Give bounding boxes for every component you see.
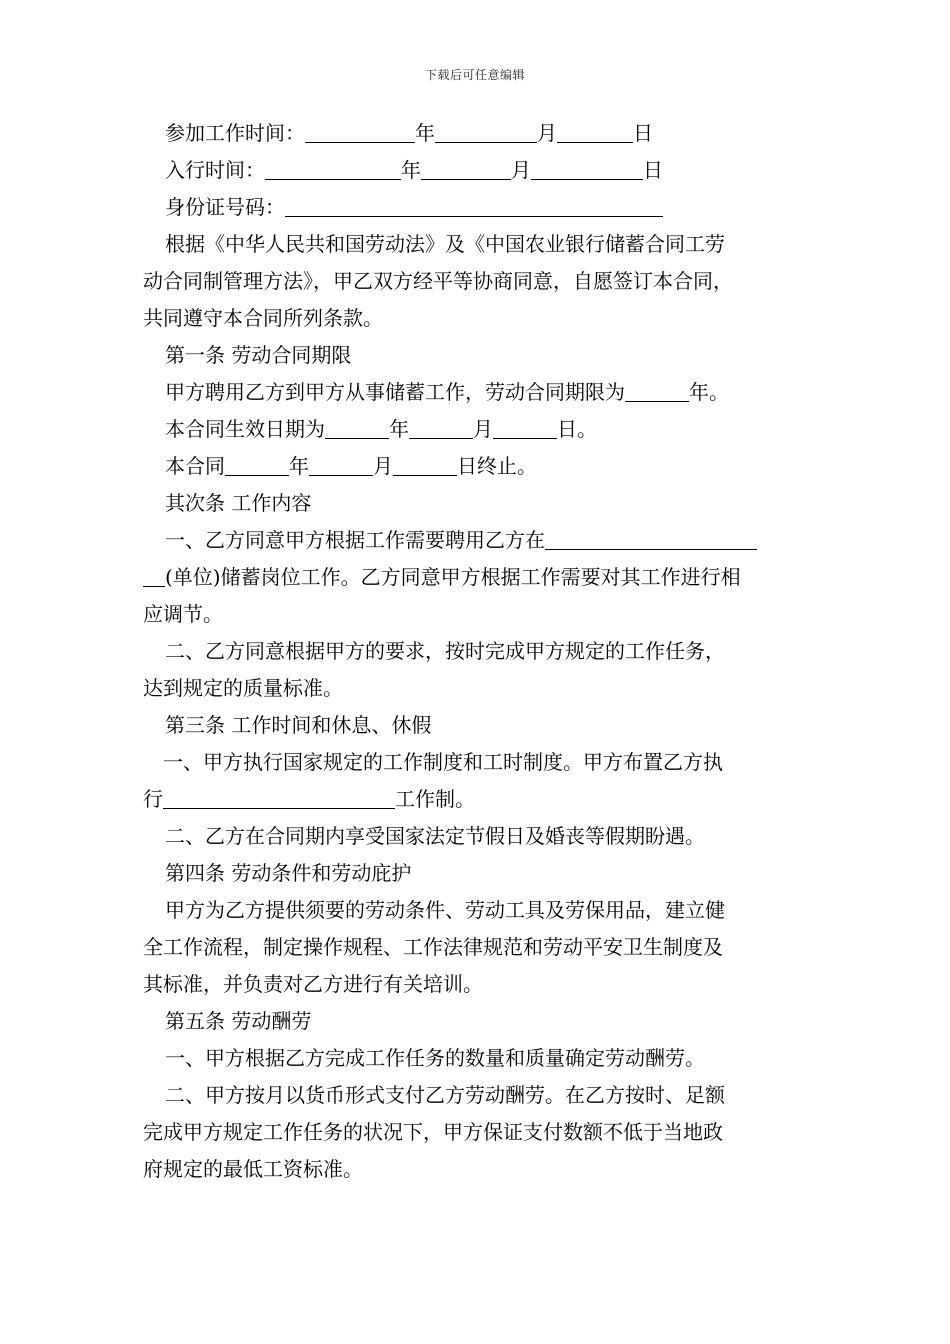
paragraph-line: 动合同制管理方法》，甲乙双方经平等协商同意，自愿签订本合同， — [143, 269, 733, 293]
contract-body — [143, 115, 823, 1188]
label: 一、乙方同意甲方根据工作需要聘用乙方在 — [165, 528, 545, 552]
paragraph-line — [143, 559, 823, 596]
paragraph-line: 府规定的最低工资标准。 — [143, 1157, 363, 1181]
paragraph-line: 甲方为乙方提供须要的劳动条件、劳动工具及劳保用品，建立健 — [165, 898, 725, 922]
blank-field[interactable] — [285, 194, 663, 217]
label: 甲方聘用乙方到甲方从事储蓄工作，劳动合同期限为 — [165, 380, 625, 404]
blank-field[interactable] — [163, 786, 395, 809]
label: 月 — [511, 158, 531, 182]
blank-field[interactable] — [265, 157, 401, 180]
end-date-line — [143, 448, 823, 485]
label: 工作制。 — [395, 787, 475, 811]
paragraph-line: 应调节。 — [143, 602, 223, 626]
paragraph-line: 共同遵守本合同所列条款。 — [143, 306, 383, 330]
paragraph-line: 完成甲方规定工作任务的状况下，甲方保证支付数额不低于当地政 — [143, 1120, 723, 1144]
paragraph-line: 二、乙方在合同期内享受国家法定节假日及婚丧等假期盼遇。 — [165, 824, 705, 848]
paragraph-line: 一、甲方根据乙方完成工作任务的数量和质量确定劳动酬劳。 — [165, 1046, 705, 1070]
blank-field[interactable] — [309, 453, 373, 476]
paragraph-line — [143, 781, 823, 818]
label: 日 — [643, 158, 663, 182]
label: 日终止。 — [457, 454, 537, 478]
label: 年。 — [689, 380, 729, 404]
blank-field[interactable] — [325, 416, 389, 439]
paragraph-line: 二、甲方按月以货币形式支付乙方劳动酬劳。在乙方按时、足额 — [165, 1083, 725, 1107]
article-heading: 第五条 劳动酬劳 — [165, 1009, 312, 1033]
blank-field[interactable] — [421, 157, 511, 180]
label: 身份证号码： — [165, 195, 285, 219]
blank-field[interactable] — [143, 564, 165, 587]
bank-entry-date-line — [143, 152, 823, 189]
label: 月 — [537, 121, 557, 145]
label: 日。 — [557, 417, 597, 441]
paragraph-line: 其标准，并负责对乙方进行有关培训。 — [143, 972, 483, 996]
label: 行 — [143, 787, 163, 811]
label: 本合同生效日期为 — [165, 417, 325, 441]
blank-field[interactable] — [545, 527, 757, 550]
article-heading: 第四条 劳动条件和劳动庇护 — [165, 861, 412, 885]
blank-field[interactable] — [557, 120, 633, 143]
label: 参加工作时间： — [165, 121, 305, 145]
label: 月 — [373, 454, 393, 478]
paragraph-line: 一、甲方执行国家规定的工作制度和工时制度。甲方布置乙方执 — [163, 750, 723, 774]
blank-field[interactable] — [493, 416, 557, 439]
blank-field[interactable] — [531, 157, 643, 180]
page-header: 下载后可任意编辑 — [424, 68, 525, 82]
blank-field[interactable] — [409, 416, 473, 439]
blank-field[interactable] — [625, 379, 689, 402]
article-heading: 其次条 工作内容 — [165, 491, 312, 515]
contract-term-line — [143, 374, 823, 411]
label: 年 — [389, 417, 409, 441]
effective-date-line — [143, 411, 823, 448]
blank-field[interactable] — [225, 453, 289, 476]
id-number-line — [143, 189, 823, 226]
work-start-date-line — [143, 115, 823, 152]
label: (单位)储蓄岗位工作。乙方同意甲方根据工作需要对其工作进行相 — [165, 565, 741, 589]
label: 年 — [401, 158, 421, 182]
label: 年 — [415, 121, 435, 145]
label: 月 — [473, 417, 493, 441]
blank-field[interactable] — [435, 120, 537, 143]
paragraph-line: 根据《中华人民共和国劳动法》及《中国农业银行储蓄合同工劳 — [165, 232, 725, 256]
blank-field[interactable] — [393, 453, 457, 476]
article-heading: 第一条 劳动合同期限 — [165, 343, 352, 367]
label: 本合同 — [165, 454, 225, 478]
label: 日 — [633, 121, 653, 145]
blank-field[interactable] — [305, 120, 415, 143]
paragraph-line: 达到规定的质量标准。 — [143, 676, 343, 700]
paragraph-line: 二、乙方同意根据甲方的要求，按时完成甲方规定的工作任务， — [165, 639, 725, 663]
label: 入行时间： — [165, 158, 265, 182]
label: 年 — [289, 454, 309, 478]
paragraph-line: 全工作流程，制定操作规程、工作法律规范和劳动平安卫生制度及 — [143, 935, 723, 959]
paragraph-line — [143, 522, 823, 559]
article-heading: 第三条 工作时间和休息、休假 — [165, 713, 432, 737]
